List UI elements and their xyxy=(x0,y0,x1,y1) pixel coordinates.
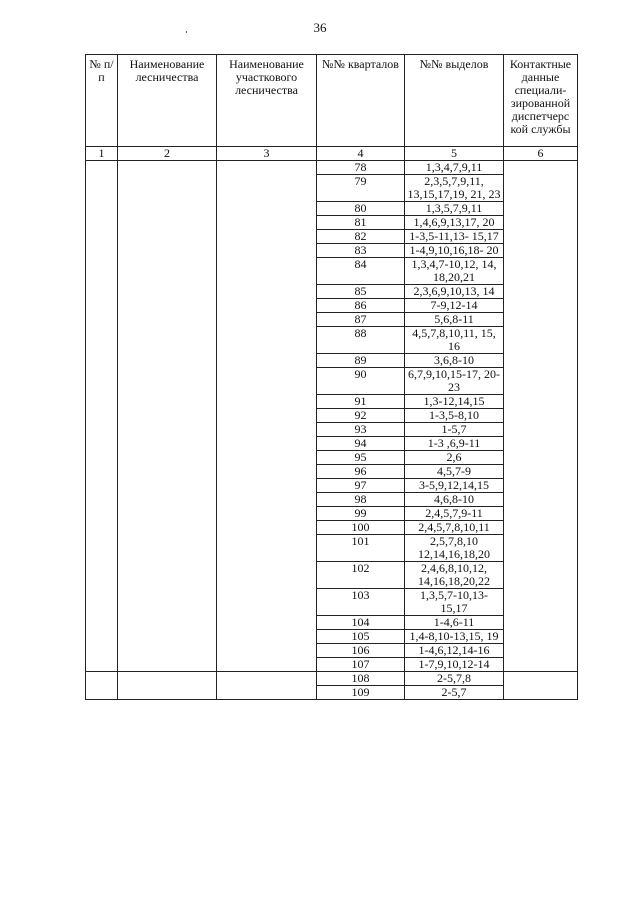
empty-cell xyxy=(217,161,317,672)
vydely-cell: 1-5,7 xyxy=(405,423,504,437)
kvartal-cell: 81 xyxy=(317,216,405,230)
kvartal-cell: 98 xyxy=(317,493,405,507)
kvartal-cell: 79 xyxy=(317,175,405,202)
vydely-cell: 2,4,5,7,8,10,11 xyxy=(405,521,504,535)
contacts-cell xyxy=(504,672,578,700)
header-cell-district-forestry: Наименование участкового лесничества xyxy=(217,55,317,147)
kvartal-cell: 94 xyxy=(317,437,405,451)
empty-cell xyxy=(118,672,217,700)
column-number: 4 xyxy=(317,147,405,161)
vydely-cell: 2,3,5,7,9,11, 13,15,17,19, 21, 23 xyxy=(405,175,504,202)
vydely-cell: 1,3-12,14,15 xyxy=(405,395,504,409)
vydely-cell: 3,6,8-10 xyxy=(405,354,504,368)
vydely-cell: 6,7,9,10,15-17, 20-23 xyxy=(405,368,504,395)
column-number: 6 xyxy=(504,147,578,161)
vydely-cell: 1,4,6,9,13,17, 20 xyxy=(405,216,504,230)
empty-cell xyxy=(86,161,118,672)
kvartal-cell: 104 xyxy=(317,616,405,630)
header-cell-vydely: №№ выделов xyxy=(405,55,504,147)
kvartal-cell: 97 xyxy=(317,479,405,493)
header-cell-forestry: Наименование лесничества xyxy=(118,55,217,147)
vydely-cell: 1-3 ,6,9-11 xyxy=(405,437,504,451)
header-cell-contacts: Контактные данные специали-зированной диспетчерс кой службы xyxy=(504,55,578,147)
vydely-cell: 1-4,6,12,14-16 xyxy=(405,644,504,658)
kvartal-cell: 80 xyxy=(317,202,405,216)
kvartal-cell: 100 xyxy=(317,521,405,535)
vydely-cell: 2,4,6,8,10,12, 14,16,18,20,22 xyxy=(405,562,504,589)
kvartal-cell: 85 xyxy=(317,285,405,299)
kvartal-cell: 82 xyxy=(317,230,405,244)
vydely-cell: 1-4,6-11 xyxy=(405,616,504,630)
kvartal-cell: 83 xyxy=(317,244,405,258)
kvartal-cell: 106 xyxy=(317,644,405,658)
kvartal-cell: 109 xyxy=(317,686,405,700)
vydely-cell: 1-4,9,10,16,18- 20 xyxy=(405,244,504,258)
column-number: 2 xyxy=(118,147,217,161)
kvartal-cell: 103 xyxy=(317,589,405,616)
kvartal-cell: 86 xyxy=(317,299,405,313)
column-number: 1 xyxy=(86,147,118,161)
kvartal-cell: 108 xyxy=(317,672,405,686)
empty-cell xyxy=(118,161,217,672)
vydely-cell: 1-7,9,10,12-14 xyxy=(405,658,504,672)
kvartal-cell: 84 xyxy=(317,258,405,285)
kvartal-cell: 101 xyxy=(317,535,405,562)
kvartal-cell: 78 xyxy=(317,161,405,175)
column-number: 5 xyxy=(405,147,504,161)
kvartal-cell: 99 xyxy=(317,507,405,521)
kvartal-cell: 96 xyxy=(317,465,405,479)
vydely-cell: 4,6,8-10 xyxy=(405,493,504,507)
vydely-cell: 2-5,7 xyxy=(405,686,504,700)
vydely-cell: 3-5,9,12,14,15 xyxy=(405,479,504,493)
vydely-cell: 4,5,7,8,10,11, 15, 16 xyxy=(405,327,504,354)
table-body xyxy=(86,161,578,700)
kvartal-cell: 93 xyxy=(317,423,405,437)
vydely-cell: 1-3,5-8,10 xyxy=(405,409,504,423)
kvartal-cell: 95 xyxy=(317,451,405,465)
kvartal-cell: 88 xyxy=(317,327,405,354)
vydely-cell: 1,4-8,10-13,15, 19 xyxy=(405,630,504,644)
header-cell-kvartals: №№ кварталов xyxy=(317,55,405,147)
kvartal-cell: 105 xyxy=(317,630,405,644)
table-row xyxy=(86,161,578,175)
column-numbering-row xyxy=(86,147,578,161)
vydely-cell: 2-5,7,8 xyxy=(405,672,504,686)
vydely-cell: 1,3,4,7,9,11 xyxy=(405,161,504,175)
kvartal-cell: 107 xyxy=(317,658,405,672)
table-row xyxy=(86,672,578,686)
empty-cell xyxy=(86,672,118,700)
vydely-cell: 1,3,5,7-10,13- 15,17 xyxy=(405,589,504,616)
scan-mark xyxy=(186,31,187,33)
header-cell-number: № п/п xyxy=(86,55,118,147)
vydely-cell: 1,3,5,7,9,11 xyxy=(405,202,504,216)
vydely-cell: 5,6,8-11 xyxy=(405,313,504,327)
vydely-cell: 2,5,7,8,10 12,14,16,18,20 xyxy=(405,535,504,562)
kvartal-cell: 92 xyxy=(317,409,405,423)
kvartal-cell: 91 xyxy=(317,395,405,409)
vydely-cell: 2,3,6,9,10,13, 14 xyxy=(405,285,504,299)
vydely-cell: 1,3,4,7-10,12, 14, 18,20,21 xyxy=(405,258,504,285)
vydely-cell: 4,5,7-9 xyxy=(405,465,504,479)
vydely-cell: 2,4,5,7,9-11 xyxy=(405,507,504,521)
vydely-cell: 1-3,5-11,13- 15,17 xyxy=(405,230,504,244)
column-number: 3 xyxy=(217,147,317,161)
kvartal-cell: 102 xyxy=(317,562,405,589)
header-row xyxy=(86,55,578,147)
kvartal-cell: 90 xyxy=(317,368,405,395)
contacts-cell xyxy=(504,161,578,672)
kvartal-cell: 89 xyxy=(317,354,405,368)
forestry-table xyxy=(85,54,578,700)
empty-cell xyxy=(217,672,317,700)
kvartal-cell: 87 xyxy=(317,313,405,327)
vydely-cell: 2,6 xyxy=(405,451,504,465)
page-number: 36 xyxy=(313,20,327,35)
vydely-cell: 7-9,12-14 xyxy=(405,299,504,313)
